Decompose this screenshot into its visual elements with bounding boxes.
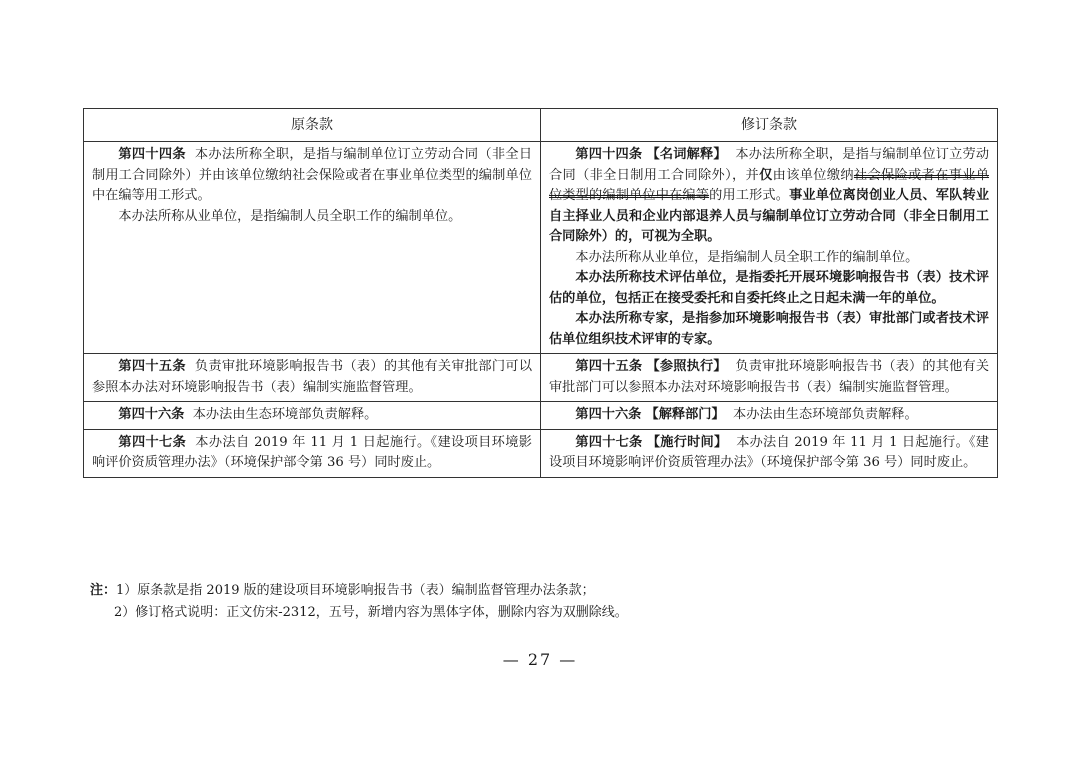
- revised-cell: [541, 354, 998, 402]
- clause-text: 本办法所称全职，是指与编制单位订立劳动合同（非全日制用工合同除外）并由该单位缴纳社会保险或者在事业单位类型的编制单位中在编等用工形式。: [92, 147, 533, 203]
- clause-text: 的用工形式。: [709, 188, 790, 203]
- clause-paragraph: [549, 145, 989, 248]
- clause-text: 负责审批环境影响报告书（表）的其他有关审批部门可以参照本办法对环境影响报告书（表）编制实施监督管理。: [92, 359, 533, 395]
- clause-tag: 【施行时间】: [646, 434, 728, 450]
- header-revised: 修订条款: [541, 109, 998, 142]
- revised-cell: [541, 402, 998, 430]
- revised-cell: [541, 429, 998, 477]
- clause-tag: 【解释部门】: [645, 407, 725, 422]
- clause-text: 本办法由生态环境部负责解释。: [192, 407, 378, 422]
- original-cell: [84, 429, 541, 477]
- clause-text: 由该单位缴纳: [772, 167, 854, 183]
- clause-paragraph: [92, 145, 532, 207]
- footnote-line: 2）修订格式说明：正文仿宋-2312，五号，新增内容为黑体字体，删除内容为双删除线。: [114, 605, 628, 620]
- clause-paragraph: 本办法所称从业单位，是指编制人员全职工作的编制单位。: [575, 249, 919, 265]
- article-number: 第四十五条: [575, 359, 643, 374]
- footnotes: [90, 580, 990, 624]
- article-number: 第四十六条: [118, 407, 185, 422]
- clause-tag: 【名词解释】: [646, 147, 727, 162]
- clause-paragraph: [92, 405, 532, 426]
- footnote-label: 注：: [90, 583, 117, 598]
- article-number: 第四十四条: [575, 147, 643, 162]
- table-row: [84, 142, 998, 354]
- comparison-table: [83, 108, 998, 478]
- clause-paragraph: [92, 357, 532, 398]
- added-text: 仅: [759, 167, 773, 183]
- footnote-line: [90, 580, 990, 602]
- clause-text: 负责审批环境影响报告书（表）的其他有关审批部门可以参照本办法对环境影响报告书（表）编制实施监督管理。: [549, 359, 990, 395]
- table-header-row: [84, 109, 998, 142]
- footnote-text: 1）原条款是指 2019 版的建设项目环境影响报告书（表）编制监督管理办法条款；: [116, 583, 595, 598]
- added-text: 事业单位离岗创业人员、军队转业自主择业人员和企业内部退养人员与编制单位订立劳动合同（非全日制用工合同除外）的，可视为全职。: [549, 188, 990, 244]
- clause-paragraph: 本办法所称从业单位，是指编制人员全职工作的编制单位。: [118, 208, 462, 224]
- clause-paragraph: [549, 433, 989, 474]
- clause-paragraph: [92, 433, 532, 474]
- clause-text: 本办法自 2019 年 11 月 1 日起施行。《建设项目环境影响评价资质管理办法》（环境保护部令第 36 号）同时废止。: [92, 434, 532, 470]
- clause-text: 本办法自 2019 年 11 月 1 日起施行。《建设项目环境影响评价资质管理办法》（环境保护部令第 36 号）同时废止。: [549, 434, 989, 470]
- added-paragraph: 本办法所称技术评估单位，是指委托开展环境影响报告书（表）技术评估的单位，包括正在接受委托和自委托终止之日起未满一年的单位。: [549, 270, 989, 306]
- article-number: 第四十四条: [118, 147, 186, 162]
- revised-cell: [541, 142, 998, 354]
- article-number: 第四十五条: [118, 359, 186, 374]
- clause-tag: 【参照执行】: [646, 359, 727, 374]
- header-original: 原条款: [84, 109, 541, 142]
- clause-text: 本办法所称全职，是指与编制单位订立劳动合同（非全日制用工合同除外），并: [549, 147, 990, 183]
- page-number: — 27 —: [502, 650, 578, 669]
- original-cell: [84, 142, 541, 354]
- original-cell: [84, 354, 541, 402]
- added-paragraph: 本办法所称专家，是指参加环境影响报告书（表）审批部门或者技术评估单位组织技术评审的专家。: [549, 311, 989, 347]
- article-number: 第四十六条: [575, 407, 642, 422]
- original-cell: [84, 402, 541, 430]
- table-row: [84, 354, 998, 402]
- article-number: 第四十七条: [575, 434, 643, 450]
- table-row: [84, 429, 998, 477]
- deleted-text: 社会保险或者在事业单位类型的编制单位中在编等: [549, 167, 990, 203]
- table-row: [84, 402, 998, 430]
- clause-paragraph: [549, 357, 989, 398]
- article-number: 第四十七条: [118, 434, 187, 450]
- clause-text: 本办法由生态环境部负责解释。: [733, 407, 918, 422]
- clause-paragraph: [549, 405, 989, 426]
